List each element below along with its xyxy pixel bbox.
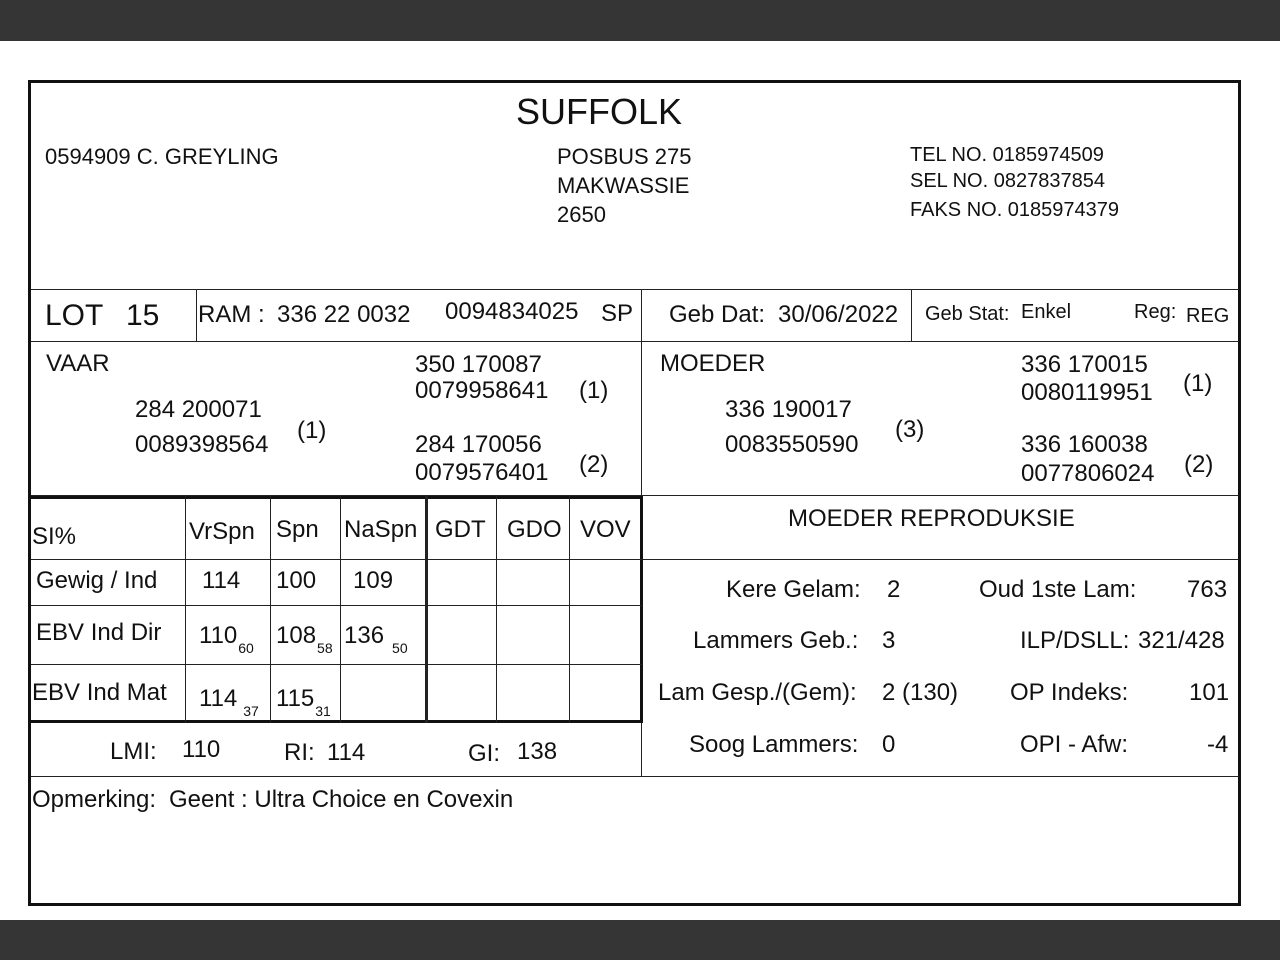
breed-title: SUFFOLK bbox=[516, 91, 683, 132]
header-vrspn: VrSpn bbox=[189, 518, 255, 545]
lmi-value: 110 bbox=[182, 736, 221, 763]
remark-label: Opmerking: bbox=[32, 786, 157, 813]
cell-vrspn-sub: 37 bbox=[243, 703, 259, 719]
op-label: OP Indeks: bbox=[1010, 679, 1129, 706]
cell-naspn-sub: 50 bbox=[392, 640, 408, 656]
address-line: 2650 bbox=[557, 202, 606, 227]
opi-label: OPI - Afw: bbox=[1020, 731, 1129, 758]
moeder-dam-number: 0077806024 bbox=[1021, 460, 1155, 487]
vaar-label: VAAR bbox=[46, 350, 110, 377]
divider bbox=[911, 289, 912, 341]
lot-number: 15 bbox=[126, 299, 160, 332]
breeder-name: 0594909 C. GREYLING bbox=[45, 144, 279, 169]
ri-label: RI: bbox=[284, 739, 315, 766]
cell-vrspn: 114 bbox=[202, 567, 241, 594]
lammers-label: Lammers Geb.: bbox=[693, 627, 859, 654]
ram-suffix: SP bbox=[601, 300, 634, 327]
vaar-dam-mark: (2) bbox=[579, 451, 609, 478]
vaar-number: 0089398564 bbox=[135, 431, 269, 458]
row-label: EBV Ind Dir bbox=[36, 619, 162, 646]
header-gdo: GDO bbox=[507, 516, 562, 543]
ram-number: 0094834025 bbox=[445, 298, 579, 325]
gesp-value: 2 (130) bbox=[882, 679, 959, 706]
moeder-number: 0083550590 bbox=[725, 431, 859, 458]
tel-number: TEL NO. 0185974509 bbox=[910, 144, 1104, 166]
opi-value: -4 bbox=[1207, 731, 1229, 758]
lammers-value: 3 bbox=[882, 627, 896, 654]
geb-stat-label: Geb Stat: bbox=[925, 303, 1010, 325]
top-bar bbox=[0, 0, 1280, 41]
cell-spn: $108_{58}$ bbox=[276, 622, 333, 656]
lmi-label: LMI: bbox=[110, 738, 157, 765]
divider bbox=[31, 289, 1239, 290]
ri-value: 114 bbox=[327, 739, 366, 766]
cell-spn-sub: 58 bbox=[317, 640, 333, 656]
cell-naspn: 109 bbox=[353, 567, 394, 594]
cell-vrspn-sub: 60 bbox=[238, 640, 254, 656]
repro-title: MOEDER REPRODUKSIE bbox=[788, 505, 1075, 532]
perf-table-divider bbox=[185, 496, 186, 723]
soog-label: Soog Lammers: bbox=[689, 731, 859, 758]
remark-text: Geent : Ultra Choice en Covexin bbox=[169, 786, 514, 813]
header-vov: VOV bbox=[580, 516, 631, 543]
gesp-label: Lam Gesp./(Gem): bbox=[658, 679, 857, 706]
vaar-code: 284 200071 bbox=[135, 396, 262, 423]
moeder-dam-mark: (2) bbox=[1184, 451, 1214, 478]
moeder-code: 336 190017 bbox=[725, 396, 852, 423]
divider bbox=[196, 289, 197, 341]
op-value: 101 bbox=[1189, 679, 1230, 706]
kere-value: 2 bbox=[887, 576, 901, 603]
vaar-mark: (1) bbox=[297, 417, 327, 444]
oud-value: 763 bbox=[1187, 576, 1228, 603]
moeder-sire-number: 0080119951 bbox=[1021, 379, 1153, 406]
gi-value: 138 bbox=[517, 738, 558, 765]
soog-value: 0 bbox=[882, 731, 896, 758]
faks-number: FAKS NO. 0185974379 bbox=[910, 199, 1120, 221]
divider bbox=[31, 341, 1239, 342]
cell-spn: $115_{31}$ bbox=[276, 685, 331, 719]
row-label: EBV Ind Mat bbox=[32, 679, 167, 706]
sel-number: SEL NO. 0827837854 bbox=[910, 170, 1105, 192]
reg-value: REG bbox=[1186, 305, 1230, 327]
header-spn: Spn bbox=[276, 516, 319, 543]
cell-naspn: 136 $_{50}$ bbox=[344, 622, 408, 656]
ram-label: RAM : bbox=[198, 301, 265, 328]
birth-date: 30/06/2022 bbox=[778, 301, 899, 328]
perf-table-divider bbox=[31, 664, 642, 665]
vaar-sire-number: 0079958641 bbox=[415, 377, 549, 404]
lot-label: LOT bbox=[45, 299, 104, 332]
header-gdt: GDT bbox=[435, 516, 486, 543]
vaar-sire-code: 350 170087 bbox=[415, 351, 542, 378]
cell-vrspn: 114 $_{37}$ bbox=[199, 685, 259, 719]
vaar-sire-mark: (1) bbox=[579, 377, 609, 404]
gi-label: GI: bbox=[468, 740, 501, 767]
perf-table-divider bbox=[569, 496, 570, 723]
moeder-label: MOEDER bbox=[660, 350, 766, 377]
address-line: POSBUS 275 bbox=[557, 144, 692, 169]
perf-table-divider bbox=[270, 496, 271, 723]
row-label: Gewig / Ind bbox=[36, 567, 158, 594]
ilp-label: ILP/DSLL: bbox=[1020, 627, 1130, 654]
moeder-sire-mark: (1) bbox=[1183, 370, 1213, 397]
perf-table-divider bbox=[340, 496, 341, 723]
header-naspn: NaSpn bbox=[344, 516, 418, 543]
reg-label: Reg: bbox=[1134, 301, 1177, 323]
address-line: MAKWASSIE bbox=[557, 173, 690, 198]
vaar-dam-number: 0079576401 bbox=[415, 459, 549, 486]
divider bbox=[31, 776, 1239, 777]
cell-spn: 100 bbox=[276, 567, 317, 594]
perf-table-divider bbox=[31, 559, 642, 560]
moeder-sire-code: 336 170015 bbox=[1021, 351, 1148, 378]
bottom-bar bbox=[0, 920, 1280, 960]
moeder-dam-code: 336 160038 bbox=[1021, 431, 1148, 458]
geb-stat-value: Enkel bbox=[1021, 301, 1072, 323]
moeder-mark: (3) bbox=[895, 416, 925, 443]
kere-label: Kere Gelam: bbox=[726, 576, 861, 603]
birth-label: Geb Dat: bbox=[669, 301, 766, 328]
cell-spn-sub: 31 bbox=[315, 703, 331, 719]
divider bbox=[642, 559, 1239, 560]
ram-code: 336 22 0032 bbox=[277, 301, 411, 328]
header-si: SI% bbox=[32, 523, 77, 550]
vaar-dam-code: 284 170056 bbox=[415, 431, 542, 458]
perf-table-divider bbox=[496, 496, 497, 723]
ilp-value: 321/428 bbox=[1138, 627, 1225, 654]
oud-label: Oud 1ste Lam: bbox=[979, 576, 1137, 603]
perf-table-divider bbox=[425, 496, 428, 723]
perf-table-divider bbox=[31, 605, 642, 606]
cell-vrspn: $110_{60}$ bbox=[199, 622, 254, 656]
